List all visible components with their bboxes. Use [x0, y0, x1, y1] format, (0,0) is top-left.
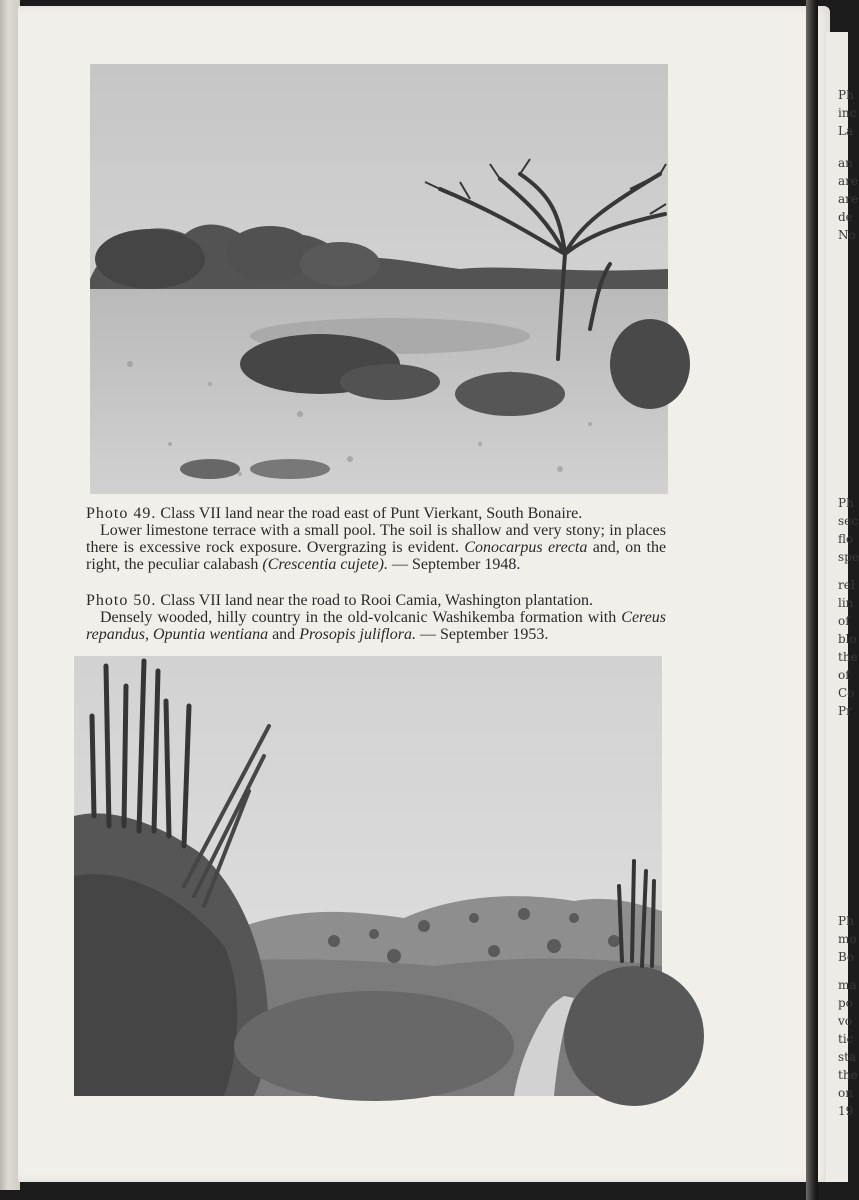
next-page-fragment: Bo: [838, 950, 855, 964]
photo-50-connector: and: [272, 626, 296, 643]
next-page-fragment: spe: [838, 550, 859, 564]
next-page-fragment: of: [838, 614, 850, 628]
photo-50-scene: [74, 656, 662, 1096]
next-page-fragment: Pr: [838, 704, 852, 718]
next-page-fragment: the: [838, 1068, 858, 1082]
next-page-fragment: Ph: [838, 88, 854, 102]
photo-50-description: Densely wooded, hilly country in the old-volcanic Washikemba formation with: [100, 609, 617, 626]
next-page-fragment: No: [838, 228, 856, 242]
book-gutter: [806, 0, 818, 1200]
photo-50-species-1: Cereus repandus,: [86, 609, 667, 643]
next-page-fragment: blo: [838, 632, 857, 646]
photo-50-date: — September 1953.: [419, 626, 549, 643]
next-page-fragment: ma: [838, 978, 857, 992]
page-edge-left: [0, 0, 20, 1190]
photo-50-title: Class VII land near the road to Rooi Camia, Washington plantation.: [160, 592, 594, 609]
photo-49-label: Photo 49.: [86, 505, 157, 522]
photo-49-scene: [90, 64, 668, 494]
photo-50-species-2: Opuntia wentiana: [152, 626, 269, 643]
next-page-fragment: sec: [838, 514, 858, 528]
next-page-fragment: po: [838, 996, 853, 1010]
photo-50: [74, 656, 662, 1096]
next-page-fragment: are: [838, 174, 858, 188]
next-page-fragment: are: [838, 192, 858, 206]
photo-50-label: Photo 50.: [86, 592, 157, 609]
next-page-fragment: of: [838, 668, 850, 682]
photo-49-species-1: Conocarpus erecta: [464, 539, 588, 556]
next-page-fragment: tic: [838, 1032, 854, 1046]
next-page-fragment: on: [838, 1086, 853, 1100]
next-page-fragment: the: [838, 650, 858, 664]
photo-49-description: Lower limestone terrace with a small pool. The soil is shallow and very stony; in places there is excessive rock exposure. Overgrazing is evident.: [86, 522, 666, 556]
photo-49: [90, 64, 668, 494]
next-page-fragment: mo: [838, 932, 857, 946]
next-page-fragment: Ph: [838, 496, 854, 510]
next-page-fragment: an: [838, 156, 853, 170]
next-page-fragment: inc: [838, 106, 857, 120]
next-page-fragment: Co: [838, 686, 855, 700]
next-page-fragment: sta: [838, 1050, 857, 1064]
caption-photo-49: [86, 505, 666, 573]
next-page-fragment: lin: [838, 596, 854, 610]
next-page-fragment: rel: [838, 578, 855, 592]
next-page-fragment: 19: [838, 1104, 854, 1118]
photo-49-date: — September 1948.: [391, 556, 521, 573]
photo-49-description-cont: and, on the right, the peculiar calabash: [86, 539, 667, 573]
next-page-fragment: de: [838, 210, 853, 224]
photo-49-title: Class VII land near the road east of Punt Vierkant, South Bonaire.: [160, 505, 583, 522]
photo-49-species-2: (Crescentia cujete).: [262, 556, 388, 573]
next-page-fragment: La: [838, 124, 854, 138]
next-page-edge: [826, 32, 859, 1182]
next-page-fragment: flo: [838, 532, 854, 546]
next-page-fragment: Ph: [838, 914, 854, 928]
next-page-fragment: vo: [838, 1014, 853, 1028]
photo-50-species-3: Prosopis juliflora.: [299, 626, 416, 643]
caption-photo-50: [86, 592, 666, 643]
